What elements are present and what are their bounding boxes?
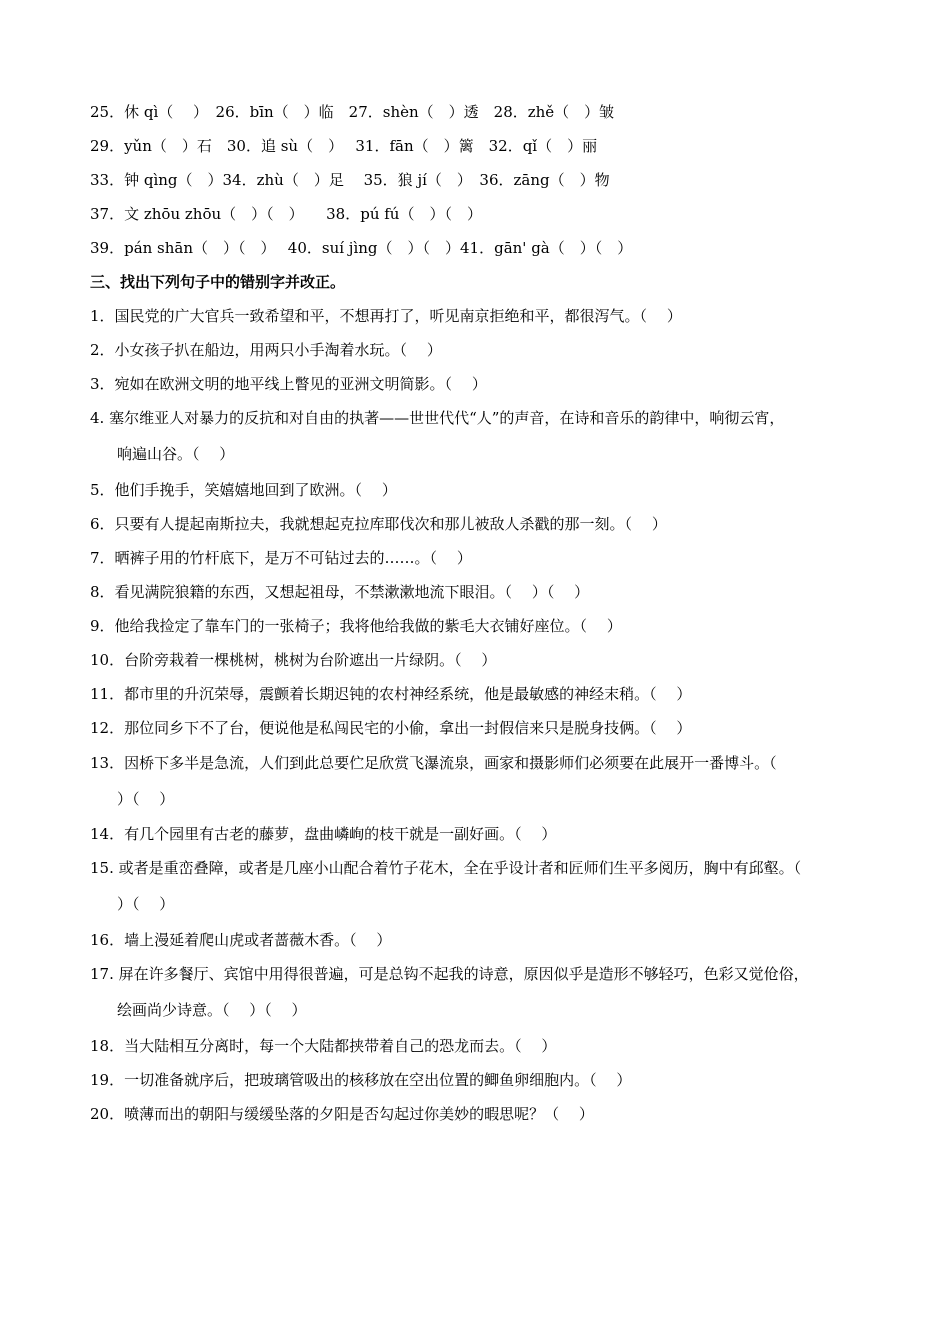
sentence-13-continued: ）（ ）: [117, 790, 175, 808]
sentence-10: 10．台阶旁栽着一棵桃树，桃树为台阶遮出一片绿阴。（ ）: [90, 651, 497, 669]
pinyin-row-29-32: 29．yǔn（ ）石 30．追 sù（ ） 31．fān（ ）篱 32．qǐ（ ）丽: [90, 137, 598, 155]
pinyin-row-25-28: 25．休 qì（ ） 26．bīn（ ）临 27．shèn（ ）透 28．zhě（ ）皱: [90, 103, 615, 121]
sentence-13: 13．因桥下多半是急流，人们到此总要伫足欣赏飞瀑流泉，画家和摄影师们必须要在此展开一番博斗。（: [90, 754, 777, 772]
sentence-20: 20．喷薄而出的朝阳与缓缓坠落的夕阳是否勾起过你美妙的暇思呢？（ ）: [90, 1105, 594, 1123]
sentence-7: 7．晒裤子用的竹杆底下，是万不可钻过去的……。（ ）: [90, 549, 472, 567]
pinyin-row-33-36: 33．钟 qìng（ ）34．zhù（ ）足 35．狼 jí（ ） 36．zāng（ ）物: [90, 171, 610, 189]
sentence-1: 1．国民党的广大官兵一致希望和平，不想再打了，听见南京拒绝和平，都很泻气。（ ）: [90, 307, 682, 325]
sentence-4: 4. 塞尔维亚人对暴力的反抗和对自由的执著——世世代代“人”的声音，在诗和音乐的韵律中，响彻云宵，: [90, 409, 785, 427]
pinyin-row-39-41: 39．pán shān（ ）（ ） 40．suí jìng（ ）（ ）41．gān' gà（ ）（ ）: [90, 239, 633, 257]
sentence-4-continued: 响遍山谷。（ ）: [117, 445, 235, 463]
sentence-17: 17. 屏在许多餐厅、宾馆中用得很普遍，可是总钩不起我的诗意，原因似乎是造形不够轻巧，色彩又觉伧俗，: [90, 965, 809, 983]
sentence-12: 12．那位同乡下不了台，便说他是私闯民宅的小偷，拿出一封假信来只是脱身技俩。（ ）: [90, 719, 692, 737]
sentence-2: 2．小女孩子扒在船边，用两只小手淘着水玩。（ ）: [90, 341, 442, 359]
sentence-17-continued: 绘画尚少诗意。（ ）（ ）: [117, 1001, 307, 1019]
sentence-18: 18．当大陆相互分离时，每一个大陆都挟带着自己的恐龙而去。（ ）: [90, 1037, 557, 1055]
sentence-6: 6．只要有人提起南斯拉夫，我就想起克拉库耶伐次和那儿被敌人杀戳的那一刻。（ ）: [90, 515, 667, 533]
sentence-15-continued: ）（ ）: [117, 895, 175, 913]
pinyin-row-37-38: 37．文 zhōu zhōu（ ）（ ） 38．pú fú（ ）（ ）: [90, 205, 482, 223]
section-3-title: 三、找出下列句子中的错别字并改正。: [90, 273, 346, 291]
sentence-11: 11．都市里的升沉荣辱，震颤着长期迟钝的农村神经系统，他是最敏感的神经末稍。（ ）: [90, 685, 692, 703]
sentence-9: 9．他给我捡定了靠车门的一张椅子；我将他给我做的紫毛大衣铺好座位。（ ）: [90, 617, 622, 635]
sentence-5: 5．他们手挽手，笑嬉嬉地回到了欧洲。（ ）: [90, 481, 397, 499]
sentence-15: 15. 或者是重峦叠障，或者是几座小山配合着竹子花木，全在乎设计者和匠师们生平多阅历，胸中有邱壑。（: [90, 859, 802, 877]
sentence-19: 19．一切准备就序后，把玻璃管吸出的核移放在空出位置的鲫鱼卵细胞内。（ ）: [90, 1071, 632, 1089]
sentence-16: 16．墙上漫延着爬山虎或者蔷薇木香。（ ）: [90, 931, 392, 949]
sentence-3: 3．宛如在欧洲文明的地平线上瞥见的亚洲文明简影。（ ）: [90, 375, 487, 393]
sentence-8: 8．看见满院狼籍的东西，又想起祖母，不禁漱漱地流下眼泪。（ ）（ ）: [90, 583, 590, 601]
sentence-14: 14．有几个园里有古老的藤萝，盘曲嶙峋的枝干就是一副好画。（ ）: [90, 825, 557, 843]
